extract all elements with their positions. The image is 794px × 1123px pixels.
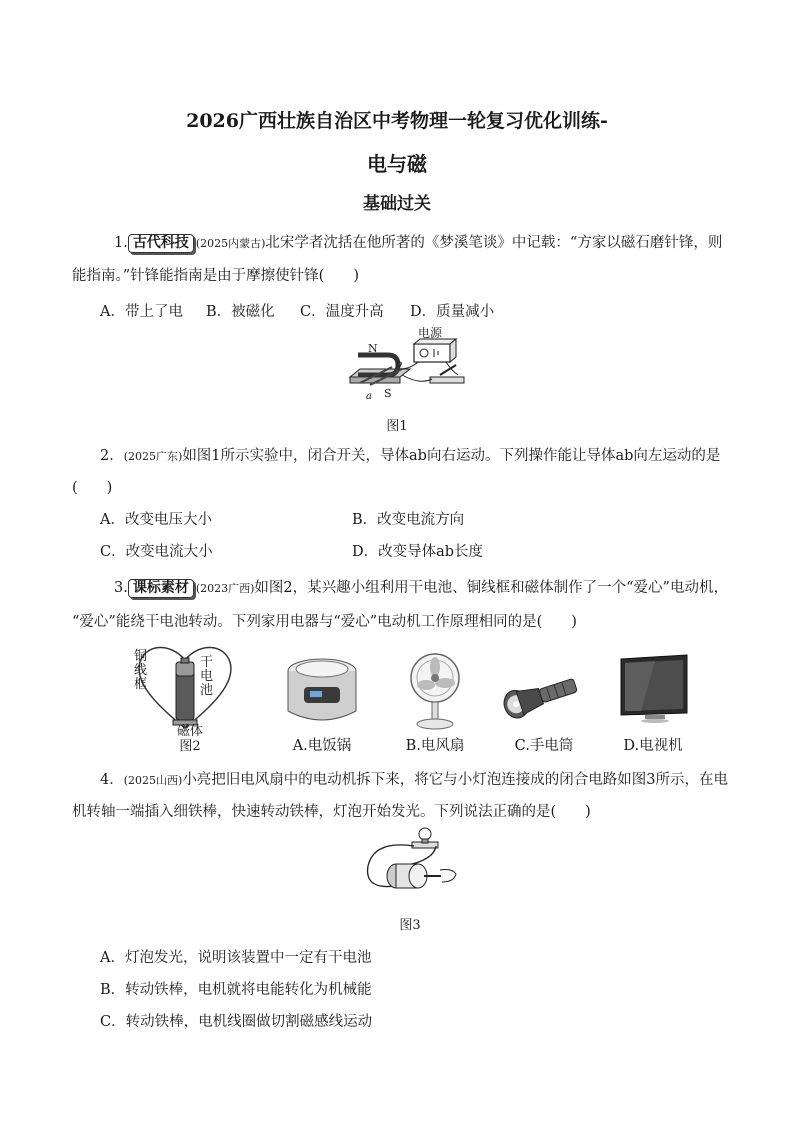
q2-option-b: B．改变电流方向 xyxy=(352,512,465,528)
rice-cooker-image xyxy=(282,655,362,727)
option-b-label: B.电风扇 xyxy=(405,738,465,754)
q1-option-b: B．被磁化 xyxy=(206,304,275,320)
q3-line1 xyxy=(114,578,728,599)
option-d-label: D.电视机 xyxy=(623,738,683,754)
q2-option-a: A．改变电压大小 xyxy=(100,512,212,528)
q2-option-d: D．改变导体ab长度 xyxy=(352,544,484,560)
q4-number: 4． xyxy=(100,772,124,788)
q1-line1 xyxy=(114,233,722,254)
fig1-label-n: N xyxy=(368,342,378,355)
doc-subtitle: 电与磁 xyxy=(367,152,427,176)
figure-3-motor-bulb xyxy=(360,826,460,902)
q4-line1 xyxy=(100,770,728,791)
fig1-label-b: b xyxy=(396,359,403,370)
section-heading: 基础过关 xyxy=(363,194,431,214)
q3-source: (2023广西) xyxy=(195,582,255,595)
q4-source: (2025山西) xyxy=(123,774,183,787)
q2-source: (2025广东) xyxy=(123,450,183,463)
fig2-label-frame: 铜线框 xyxy=(134,649,148,692)
fig1-label-power: 电源 xyxy=(418,326,443,340)
q2-line1 xyxy=(100,446,720,467)
electric-fan-image xyxy=(400,652,470,730)
q4-option-b: B．转动铁棒，电机就将电能转化为机械能 xyxy=(100,982,372,998)
figure-3-caption: 图3 xyxy=(399,918,421,933)
figure-2-caption: 图2 xyxy=(179,739,201,754)
q1-option-d: D．质量减小 xyxy=(410,304,495,320)
flashlight-image xyxy=(496,668,586,718)
q2-number: 2． xyxy=(100,448,124,464)
doc-title: 2026广西壮族自治区中考物理一轮复习优化训练- xyxy=(186,110,608,132)
television-image xyxy=(615,655,695,727)
figure-1-caption: 图1 xyxy=(386,419,408,434)
figure-1-apparatus xyxy=(340,325,480,405)
q1-source: (2025内蒙古) xyxy=(195,237,266,250)
q4-line2: 机转轴一端插入细铁棒，快速转动铁棒，灯泡开始发光。下列说法正确的是( ) xyxy=(72,804,591,820)
fig1-label-s: S xyxy=(384,387,392,400)
fig2-label-magnet: 磁体 xyxy=(176,724,203,739)
q3-line2: “爱心”能绕干电池转动。下列家用电器与“爱心”电动机工作原理相同的是( ) xyxy=(72,614,577,630)
q3-badge: 课标素材 xyxy=(128,579,194,598)
q2-option-c: C．改变电流大小 xyxy=(100,544,213,560)
q3-text: 如图2，某兴趣小组利用干电池、铜线框和磁体制作了一个“爱心”电动机， xyxy=(254,580,728,596)
q1-line2: 能指南。”针锋能指南是由于摩擦使针锋( ) xyxy=(72,268,359,284)
option-c-label: C.手电筒 xyxy=(514,738,574,754)
q1-option-a: A．带上了电 xyxy=(100,304,183,320)
option-a-label: A.电饭锅 xyxy=(292,738,352,754)
q1-text: 北宋学者沈括在他所著的《梦溪笔谈》中记载：“方家以磁石磨针锋，则 xyxy=(265,235,723,251)
q4-text: 小亮把旧电风扇中的电动机拆下来，将它与小灯泡连接成的闭合电路如图3所示，在电 xyxy=(182,772,729,788)
q4-option-c: C．转动铁棒，电机线圈做切割磁感线运动 xyxy=(100,1014,373,1030)
q2-line2: ( ) xyxy=(72,480,113,496)
q3-number: 3. xyxy=(114,580,128,596)
q4-option-a: A．灯泡发光，说明该装置中一定有干电池 xyxy=(100,950,372,966)
q1-badge: 古代科技 xyxy=(128,234,194,253)
fig2-label-battery: 干电池 xyxy=(200,655,214,698)
q1-option-c: C．温度升高 xyxy=(300,304,384,320)
q2-text: 如图1所示实验中，闭合开关，导体ab向右运动。下列操作能让导体ab向左运动的是 xyxy=(182,448,721,464)
q1-number: 1. xyxy=(114,235,128,251)
fig1-label-a: a xyxy=(366,391,372,402)
